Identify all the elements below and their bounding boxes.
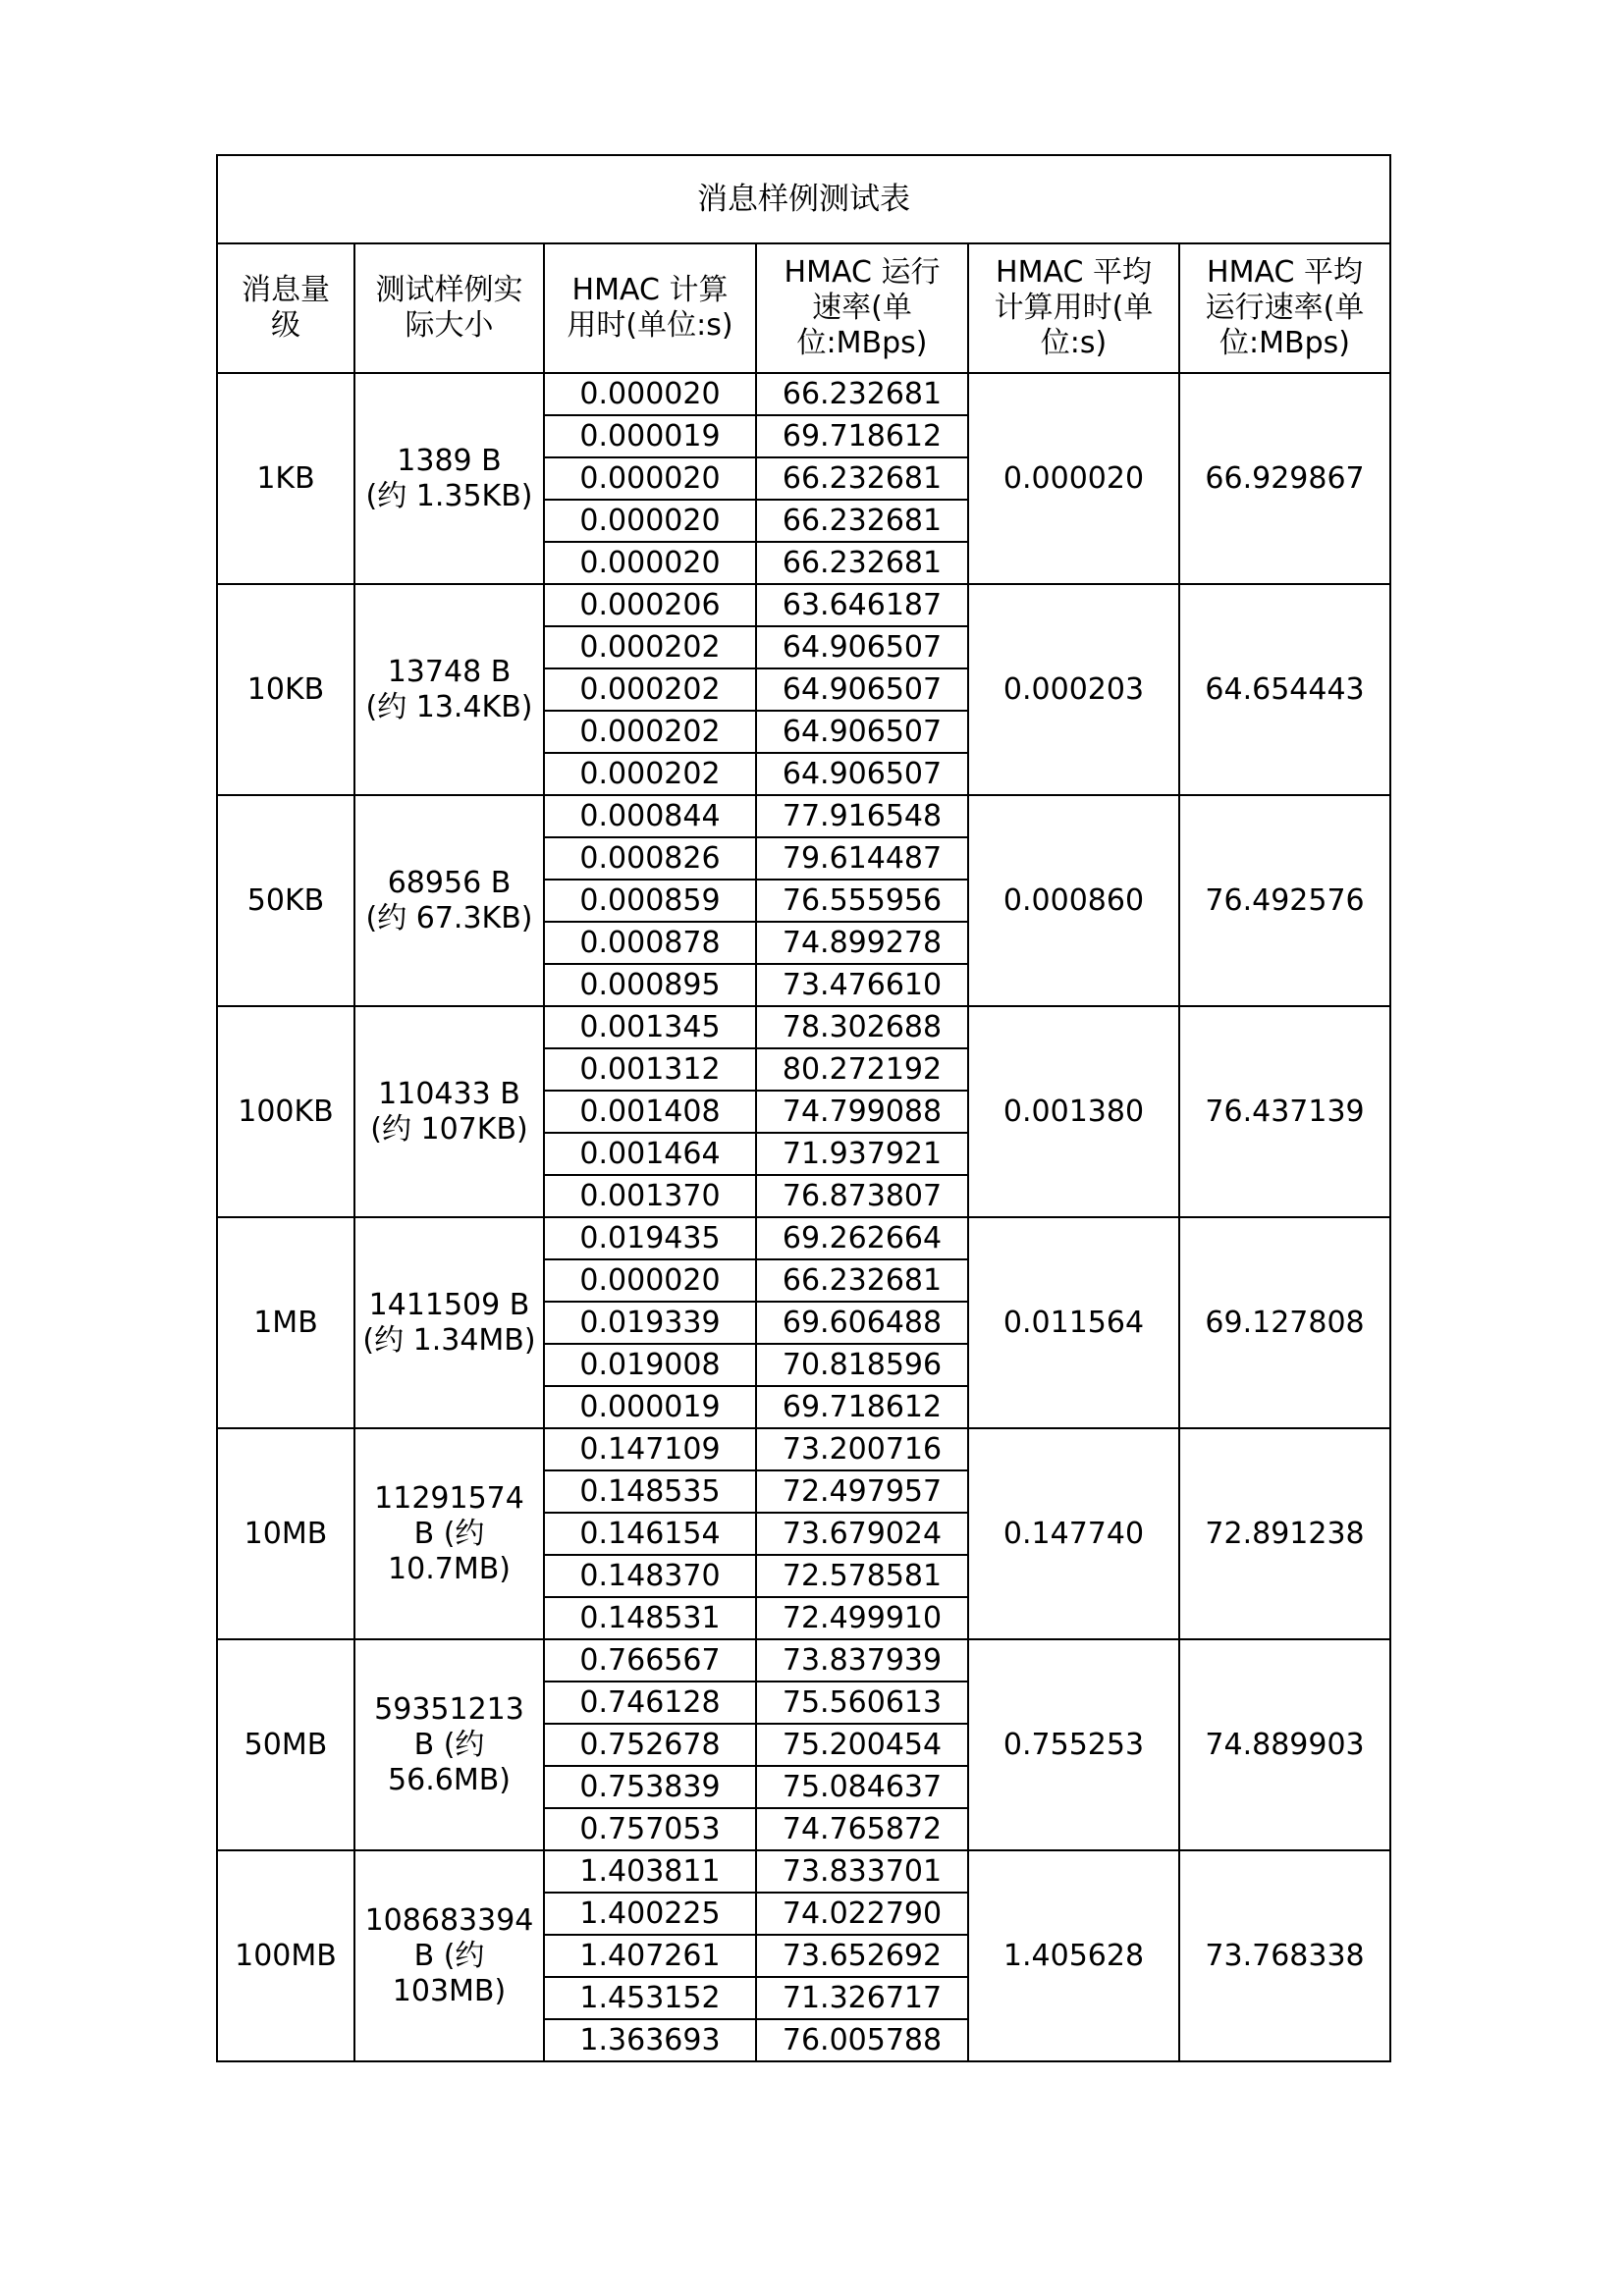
avg-run-rate-cell: 76.492576: [1179, 795, 1390, 1006]
run-rate-cell: 75.560613: [756, 1682, 968, 1724]
run-rate-cell: 64.906507: [756, 668, 968, 711]
header-avg-run-rate: HMAC 平均 运行速率(单 位:MBps): [1179, 243, 1390, 373]
run-rate-cell: 73.476610: [756, 964, 968, 1006]
compute-time-cell: 0.766567: [544, 1639, 756, 1682]
run-rate-cell: 70.818596: [756, 1344, 968, 1386]
compute-time-cell: 1.453152: [544, 1977, 756, 2019]
avg-run-rate-cell: 64.654443: [1179, 584, 1390, 795]
avg-compute-time-cell: 0.001380: [968, 1006, 1179, 1217]
run-rate-cell: 63.646187: [756, 584, 968, 626]
avg-run-rate-cell: 69.127808: [1179, 1217, 1390, 1428]
run-rate-cell: 73.833701: [756, 1850, 968, 1893]
compute-time-cell: 0.148370: [544, 1555, 756, 1597]
sample-size-cell: 59351213 B (约 56.6MB): [354, 1639, 544, 1850]
compute-time-cell: 0.019435: [544, 1217, 756, 1259]
compute-time-cell: 1.363693: [544, 2019, 756, 2061]
sample-size-cell: 68956 B (约 67.3KB): [354, 795, 544, 1006]
avg-run-rate-cell: 72.891238: [1179, 1428, 1390, 1639]
header-run-rate: HMAC 运行 速率(单 位:MBps): [756, 243, 968, 373]
table-row: [217, 1639, 1390, 1682]
avg-compute-time-cell: 0.011564: [968, 1217, 1179, 1428]
compute-time-cell: 0.000020: [544, 500, 756, 542]
run-rate-cell: 77.916548: [756, 795, 968, 837]
compute-time-cell: 0.001370: [544, 1175, 756, 1217]
avg-compute-time-cell: 0.000860: [968, 795, 1179, 1006]
compute-time-cell: 0.000895: [544, 964, 756, 1006]
compute-time-cell: 0.000019: [544, 415, 756, 457]
run-rate-cell: 73.652692: [756, 1935, 968, 1977]
compute-time-cell: 0.000859: [544, 880, 756, 922]
run-rate-cell: 73.679024: [756, 1513, 968, 1555]
message-level-cell: 50MB: [217, 1639, 354, 1850]
run-rate-cell: 80.272192: [756, 1048, 968, 1091]
compute-time-cell: 0.000206: [544, 584, 756, 626]
table-row: [217, 795, 1390, 837]
compute-time-cell: 1.403811: [544, 1850, 756, 1893]
run-rate-cell: 69.718612: [756, 415, 968, 457]
message-level-cell: 10MB: [217, 1428, 354, 1639]
compute-time-cell: 0.000020: [544, 373, 756, 415]
header-compute-time: HMAC 计算 用时(单位:s): [544, 243, 756, 373]
header-message-level: 消息量 级: [217, 243, 354, 373]
avg-compute-time-cell: 0.755253: [968, 1639, 1179, 1850]
title-row: [217, 155, 1390, 243]
run-rate-cell: 73.200716: [756, 1428, 968, 1470]
run-rate-cell: 69.718612: [756, 1386, 968, 1428]
run-rate-cell: 66.232681: [756, 542, 968, 584]
compute-time-cell: 0.000202: [544, 668, 756, 711]
avg-run-rate-cell: 76.437139: [1179, 1006, 1390, 1217]
message-level-cell: 50KB: [217, 795, 354, 1006]
run-rate-cell: 66.232681: [756, 500, 968, 542]
message-level-cell: 1MB: [217, 1217, 354, 1428]
run-rate-cell: 74.765872: [756, 1808, 968, 1850]
compute-time-cell: 0.001312: [544, 1048, 756, 1091]
table-row: [217, 1217, 1390, 1259]
compute-time-cell: 0.000202: [544, 711, 756, 753]
table-row: [217, 1006, 1390, 1048]
compute-time-cell: 0.019008: [544, 1344, 756, 1386]
message-level-cell: 100KB: [217, 1006, 354, 1217]
compute-time-cell: 0.148535: [544, 1470, 756, 1513]
run-rate-cell: 76.873807: [756, 1175, 968, 1217]
sample-size-cell: 1389 B (约 1.35KB): [354, 373, 544, 584]
compute-time-cell: 0.000020: [544, 457, 756, 500]
avg-compute-time-cell: 1.405628: [968, 1850, 1179, 2061]
compute-time-cell: 0.001464: [544, 1133, 756, 1175]
table-row: [217, 1850, 1390, 1893]
compute-time-cell: 0.753839: [544, 1766, 756, 1808]
table-body: [217, 373, 1390, 2061]
sample-size-cell: 11291574 B (约 10.7MB): [354, 1428, 544, 1639]
compute-time-cell: 0.147109: [544, 1428, 756, 1470]
table-row: [217, 584, 1390, 626]
run-rate-cell: 76.005788: [756, 2019, 968, 2061]
run-rate-cell: 66.232681: [756, 457, 968, 500]
avg-compute-time-cell: 0.000020: [968, 373, 1179, 584]
compute-time-cell: 0.000202: [544, 626, 756, 668]
table-title: 消息样例测试表: [217, 155, 1390, 243]
run-rate-cell: 64.906507: [756, 626, 968, 668]
compute-time-cell: 1.407261: [544, 1935, 756, 1977]
compute-time-cell: 0.000844: [544, 795, 756, 837]
header-avg-compute-time: HMAC 平均 计算用时(单 位:s): [968, 243, 1179, 373]
sample-size-cell: 13748 B (约 13.4KB): [354, 584, 544, 795]
run-rate-cell: 75.200454: [756, 1724, 968, 1766]
run-rate-cell: 74.899278: [756, 922, 968, 964]
compute-time-cell: 1.400225: [544, 1893, 756, 1935]
compute-time-cell: 0.000020: [544, 1259, 756, 1302]
avg-run-rate-cell: 66.929867: [1179, 373, 1390, 584]
run-rate-cell: 66.232681: [756, 1259, 968, 1302]
run-rate-cell: 73.837939: [756, 1639, 968, 1682]
run-rate-cell: 72.499910: [756, 1597, 968, 1639]
run-rate-cell: 72.578581: [756, 1555, 968, 1597]
compute-time-cell: 0.000826: [544, 837, 756, 880]
run-rate-cell: 79.614487: [756, 837, 968, 880]
run-rate-cell: 71.937921: [756, 1133, 968, 1175]
compute-time-cell: 0.000020: [544, 542, 756, 584]
avg-run-rate-cell: 74.889903: [1179, 1639, 1390, 1850]
compute-time-cell: 0.746128: [544, 1682, 756, 1724]
sample-size-cell: 1411509 B (约 1.34MB): [354, 1217, 544, 1428]
compute-time-cell: 0.000202: [544, 753, 756, 795]
run-rate-cell: 74.799088: [756, 1091, 968, 1133]
table-row: [217, 1428, 1390, 1470]
run-rate-cell: 78.302688: [756, 1006, 968, 1048]
message-level-cell: 10KB: [217, 584, 354, 795]
run-rate-cell: 66.232681: [756, 373, 968, 415]
message-sample-test-table: [216, 154, 1391, 2062]
run-rate-cell: 71.326717: [756, 1977, 968, 2019]
compute-time-cell: 0.000019: [544, 1386, 756, 1428]
table-row: [217, 373, 1390, 415]
compute-time-cell: 0.001408: [544, 1091, 756, 1133]
run-rate-cell: 74.022790: [756, 1893, 968, 1935]
run-rate-cell: 75.084637: [756, 1766, 968, 1808]
run-rate-cell: 64.906507: [756, 711, 968, 753]
avg-compute-time-cell: 0.000203: [968, 584, 1179, 795]
compute-time-cell: 0.752678: [544, 1724, 756, 1766]
compute-time-cell: 0.001345: [544, 1006, 756, 1048]
run-rate-cell: 69.606488: [756, 1302, 968, 1344]
header-sample-size: 测试样例实 际大小: [354, 243, 544, 373]
run-rate-cell: 64.906507: [756, 753, 968, 795]
message-level-cell: 1KB: [217, 373, 354, 584]
run-rate-cell: 69.262664: [756, 1217, 968, 1259]
compute-time-cell: 0.148531: [544, 1597, 756, 1639]
compute-time-cell: 0.146154: [544, 1513, 756, 1555]
avg-run-rate-cell: 73.768338: [1179, 1850, 1390, 2061]
compute-time-cell: 0.019339: [544, 1302, 756, 1344]
run-rate-cell: 76.555956: [756, 880, 968, 922]
sample-size-cell: 110433 B (约 107KB): [354, 1006, 544, 1217]
header-row: [217, 243, 1390, 373]
compute-time-cell: 0.000878: [544, 922, 756, 964]
message-level-cell: 100MB: [217, 1850, 354, 2061]
compute-time-cell: 0.757053: [544, 1808, 756, 1850]
run-rate-cell: 72.497957: [756, 1470, 968, 1513]
sample-size-cell: 108683394 B (约 103MB): [354, 1850, 544, 2061]
avg-compute-time-cell: 0.147740: [968, 1428, 1179, 1639]
